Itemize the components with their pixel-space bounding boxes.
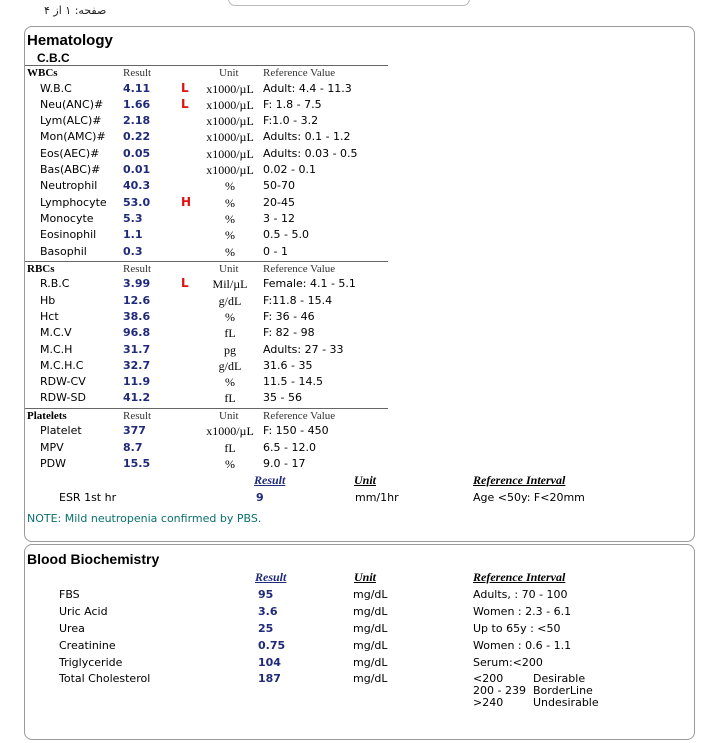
- test-name: PDW: [40, 456, 66, 470]
- group-header-row: [25, 408, 388, 423]
- biochem-unit: mg/dL: [353, 639, 388, 652]
- test-reference: 50-70: [263, 179, 295, 193]
- test-result: 0.01: [123, 163, 151, 176]
- cholesterol-range: <200: [473, 672, 504, 685]
- test-reference: F:11.8 - 15.4: [263, 293, 333, 307]
- hematology-title: Hematology: [27, 32, 113, 49]
- test-result: 41.2: [123, 391, 151, 405]
- test-name: Lym(ALC)#: [40, 114, 102, 128]
- result-header: Result: [123, 262, 152, 275]
- cholesterol-range-label: Desirable: [533, 672, 586, 685]
- test-unit: x1000/µL: [206, 130, 254, 145]
- test-unit: Mil/µL: [212, 277, 248, 292]
- biochem-unit: mg/dL: [353, 588, 388, 601]
- test-reference: 35 - 56: [263, 391, 302, 405]
- group-name: WBCs: [27, 67, 58, 79]
- test-row: [25, 114, 425, 130]
- unit-header: Unit: [219, 262, 239, 275]
- test-result: 53.0: [123, 195, 151, 209]
- biochem-row: [25, 622, 685, 638]
- result-header: Result: [123, 67, 152, 79]
- esr-unit-header: Unit: [354, 473, 377, 487]
- test-row: [25, 196, 425, 212]
- test-reference: F: 1.8 - 7.5: [263, 97, 322, 111]
- test-result: 2.18: [123, 114, 151, 128]
- test-unit: %: [225, 195, 235, 210]
- test-name: M.C.V: [40, 326, 72, 340]
- test-reference: F: 36 - 46: [263, 309, 315, 323]
- test-row: [25, 294, 425, 310]
- test-unit: %: [225, 211, 235, 226]
- test-unit: g/dL: [218, 358, 242, 373]
- esr-reference: Age <50y: F<20mm: [473, 491, 585, 504]
- test-reference: 11.5 - 14.5: [263, 375, 323, 389]
- hematology-panel: [24, 26, 695, 542]
- test-row: [25, 245, 425, 261]
- biochem-test-name: FBS: [59, 588, 80, 601]
- cholesterol-range: >240: [473, 696, 504, 709]
- biochem-result: 95: [258, 588, 274, 601]
- test-reference: F:1.0 - 3.2: [263, 114, 319, 128]
- unit-header: Unit: [219, 67, 239, 79]
- test-row: [25, 310, 425, 326]
- esr-unit: mm/1hr: [355, 491, 399, 504]
- test-row: [25, 228, 425, 244]
- test-row: [25, 82, 425, 98]
- group-header-row: [25, 261, 388, 276]
- biochem-reference: Women : 0.6 - 1.1: [473, 639, 572, 652]
- test-result: 0.3: [123, 244, 143, 258]
- test-reference: 20-45: [263, 195, 295, 209]
- test-row: [25, 326, 425, 342]
- test-unit: fL: [224, 440, 236, 455]
- test-row: [25, 343, 425, 359]
- biochem-row: [25, 639, 685, 655]
- test-reference: Adults: 0.03 - 0.5: [263, 146, 358, 160]
- test-unit: x1000/µL: [206, 146, 254, 161]
- biochem-test-name: Urea: [59, 622, 85, 635]
- biochemistry-title: Blood Biochemistry: [27, 551, 160, 567]
- test-row: [25, 375, 425, 391]
- test-reference: Adult: 4.4 - 11.3: [263, 81, 352, 95]
- test-result: 0.22: [123, 130, 151, 144]
- abnormal-flag: L: [181, 80, 189, 95]
- test-name: Platelet: [40, 424, 82, 438]
- test-row: [25, 98, 425, 114]
- biochem-unit: mg/dL: [353, 622, 388, 635]
- test-name: Monocyte: [40, 211, 94, 225]
- test-result: 0.05: [123, 146, 151, 160]
- biochem-row: [25, 656, 685, 672]
- test-name: M.C.H: [40, 342, 73, 356]
- test-result: 5.3: [123, 211, 143, 225]
- test-name: M.C.H.C: [40, 358, 84, 372]
- biochem-reference: Women : 2.3 - 6.1: [473, 605, 572, 618]
- reference-header: Reference Value: [263, 409, 336, 422]
- test-reference: 3 - 12: [263, 211, 295, 225]
- biochem-row: [25, 605, 685, 621]
- test-reference: Adults: 27 - 33: [263, 342, 344, 356]
- test-result: 377: [123, 424, 146, 438]
- test-row: [25, 441, 425, 457]
- biochem-result: 104: [258, 656, 281, 669]
- biochem-row: [25, 588, 685, 604]
- test-name: MPV: [40, 440, 64, 454]
- test-name: Mon(AMC)#: [40, 130, 106, 144]
- top-frame: [228, 0, 470, 6]
- test-row: [25, 424, 425, 440]
- biochem-result: 0.75: [258, 639, 286, 652]
- group-name: RBCs: [27, 262, 55, 275]
- test-result: 1.1: [123, 228, 143, 242]
- test-reference: F: 82 - 98: [263, 326, 315, 340]
- test-unit: x1000/µL: [206, 424, 254, 439]
- test-unit: fL: [224, 326, 236, 341]
- biochem-test-name: Uric Acid: [59, 605, 108, 618]
- test-unit: x1000/µL: [206, 81, 254, 96]
- unit-header: Unit: [219, 409, 239, 422]
- test-name: Neu(ANC)#: [40, 97, 104, 111]
- bio-unit-header: Unit: [354, 570, 377, 584]
- page-number: صفحه: ۱ از ۴: [44, 4, 107, 17]
- biochem-result: 3.6: [258, 605, 278, 618]
- group-name: Platelets: [27, 409, 67, 422]
- test-name: Eos(AEC)#: [40, 146, 100, 160]
- test-unit: x1000/µL: [206, 97, 254, 112]
- test-row: [25, 212, 425, 228]
- cholesterol-test-name: Total Cholesterol: [59, 672, 151, 685]
- test-result: 40.3: [123, 179, 151, 193]
- test-row: [25, 359, 425, 375]
- test-result: 96.8: [123, 326, 151, 340]
- note-text: NOTE: Mild neutropenia confirmed by PBS.: [27, 512, 262, 525]
- bio-reference-header: Reference Interval: [473, 570, 566, 584]
- test-unit: x1000/µL: [206, 163, 254, 177]
- test-row: [25, 130, 425, 146]
- test-result: 4.11: [123, 81, 151, 95]
- test-unit: fL: [224, 391, 236, 406]
- biochem-test-name: Triglyceride: [59, 656, 123, 669]
- test-name: Eosinophil: [40, 228, 97, 242]
- cholesterol-unit: mg/dL: [353, 672, 388, 685]
- esr-result: 9: [256, 491, 264, 504]
- test-reference: 0.5 - 5.0: [263, 228, 309, 242]
- test-name: Lymphocyte: [40, 195, 107, 209]
- test-reference: 9.0 - 17: [263, 456, 306, 470]
- test-unit: %: [225, 309, 235, 324]
- abnormal-flag: L: [181, 276, 189, 291]
- test-result: 15.5: [123, 456, 151, 470]
- reference-header: Reference Value: [263, 262, 336, 275]
- test-result: 32.7: [123, 358, 151, 372]
- esr-test-name: ESR 1st hr: [59, 491, 117, 504]
- biochemistry-panel: [24, 544, 695, 740]
- cbc-subtitle: C.B.C: [37, 51, 70, 65]
- test-result: 11.9: [123, 375, 151, 389]
- biochem-unit: mg/dL: [353, 605, 388, 618]
- test-unit: pg: [224, 342, 236, 357]
- test-name: RDW-SD: [40, 391, 86, 405]
- test-result: 1.66: [123, 97, 151, 111]
- test-unit: %: [225, 179, 235, 194]
- bio-result-header: Result: [255, 570, 287, 584]
- test-row: [25, 391, 425, 407]
- test-unit: g/dL: [218, 293, 242, 308]
- reference-header: Reference Value: [263, 67, 336, 79]
- test-name: R.B.C: [40, 277, 70, 291]
- test-unit: %: [225, 375, 235, 390]
- test-name: W.B.C: [40, 81, 72, 95]
- test-unit: %: [225, 228, 235, 243]
- test-result: 12.6: [123, 293, 151, 307]
- cholesterol-range-label: BorderLine: [533, 684, 593, 697]
- test-unit: %: [225, 456, 235, 471]
- abnormal-flag: L: [181, 96, 189, 111]
- abnormal-flag: H: [181, 194, 192, 209]
- group-header-row: [25, 65, 388, 80]
- test-result: 3.99: [123, 277, 151, 291]
- result-header: Result: [123, 409, 152, 422]
- cholesterol-range: 200 - 239: [473, 684, 526, 697]
- test-unit: %: [225, 244, 235, 259]
- biochem-reference: Adults, : 70 - 100: [473, 588, 568, 601]
- test-name: Hb: [40, 293, 56, 307]
- esr-result-header: Result: [254, 473, 286, 487]
- test-row: [25, 179, 425, 195]
- test-name: Bas(ABC)#: [40, 163, 101, 176]
- cholesterol-result: 187: [258, 672, 281, 685]
- test-row: [25, 277, 425, 293]
- test-reference: 6.5 - 12.0: [263, 440, 316, 454]
- test-name: Neutrophil: [40, 179, 98, 193]
- test-result: 8.7: [123, 440, 143, 454]
- test-name: RDW-CV: [40, 375, 86, 389]
- test-row: [25, 163, 425, 179]
- test-reference: 31.6 - 35: [263, 358, 313, 372]
- test-unit: x1000/µL: [206, 114, 254, 129]
- biochem-unit: mg/dL: [353, 656, 388, 669]
- cholesterol-range-label: Undesirable: [533, 696, 599, 709]
- test-row: [25, 147, 425, 163]
- test-reference: 0.02 - 0.1: [263, 163, 316, 176]
- test-result: 31.7: [123, 342, 151, 356]
- test-name: Basophil: [40, 244, 87, 258]
- test-reference: Female: 4.1 - 5.1: [263, 277, 356, 291]
- test-name: Hct: [40, 309, 59, 323]
- biochem-reference: Up to 65y : <50: [473, 622, 561, 635]
- biochem-test-name: Creatinine: [59, 639, 116, 652]
- esr-reference-header: Reference Interval: [473, 473, 566, 487]
- test-result: 38.6: [123, 309, 151, 323]
- test-reference: 0 - 1: [263, 244, 288, 258]
- test-reference: F: 150 - 450: [263, 424, 329, 438]
- test-row: [25, 457, 425, 473]
- test-reference: Adults: 0.1 - 1.2: [263, 130, 351, 144]
- biochem-reference: Serum:<200: [473, 656, 543, 669]
- biochem-result: 25: [258, 622, 274, 635]
